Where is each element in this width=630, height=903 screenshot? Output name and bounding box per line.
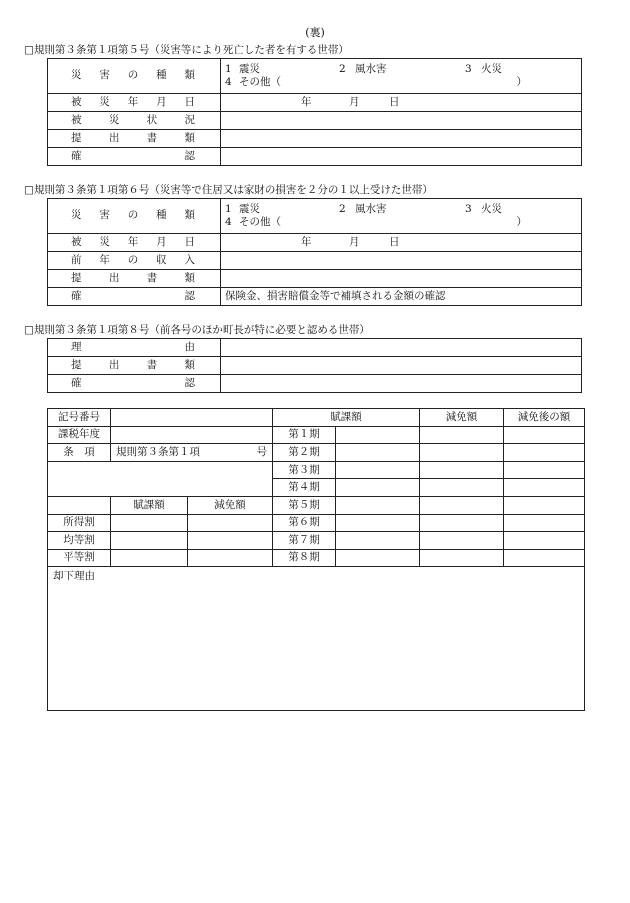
office-use-table [47, 408, 585, 711]
section-5-table [47, 58, 582, 166]
section-5-title: □規則第３条第１項第５号（災害等により死亡した者を有する世帯） [24, 44, 349, 56]
period-label: 第６期 [273, 514, 336, 532]
section-8-title: □規則第３条第１項第８号（前各号のほか町長が特に必要と認める世帯） [24, 324, 370, 336]
disaster-type-options[interactable]: 1 震災 2 風水害 3 火災 4 その他（ ） [221, 199, 582, 234]
share-label: 所得割 [48, 514, 111, 532]
disaster-type-label: 災害の種類 [48, 199, 221, 234]
reduction-header: 減免額 [420, 409, 504, 427]
period-label: 第７期 [273, 532, 336, 550]
rejection-reason-label: 却下理由 [53, 570, 95, 583]
disaster-type-label: 災害の種類 [48, 59, 221, 94]
article-label: 条 項 [48, 444, 111, 462]
date-field[interactable]: 年 月 日 [221, 234, 582, 252]
record-no-field[interactable] [111, 409, 273, 427]
section-6-title: □規則第３条第１項第６号（災害等で住居又は家財の損害を２分の１以上受けた世帯） [24, 184, 433, 196]
disaster-type-options[interactable]: 1 震災 2 風水害 3 火災 4 その他（ ） [221, 59, 582, 94]
section-8-table [47, 338, 582, 393]
status-field[interactable] [221, 112, 582, 130]
confirm-field[interactable]: 保険金、損害賠償金等で補填される金額の確認 [221, 288, 582, 306]
docs-field[interactable] [221, 130, 582, 148]
confirm-label: 確認 [48, 375, 221, 393]
tax-year-label: 課税年度 [48, 426, 111, 444]
page-title: (裏) [305, 26, 325, 39]
period-label: 第１期 [273, 426, 336, 444]
assessed-header: 賦課額 [273, 409, 420, 427]
date-field[interactable]: 年 月 日 [221, 94, 582, 112]
date-label: 被災年月日 [48, 234, 221, 252]
period-label: 第５期 [273, 496, 336, 514]
income-field[interactable] [221, 252, 582, 270]
article-field[interactable]: 規則第３条第１項 号 [111, 444, 273, 462]
share-label: 平等割 [48, 549, 111, 567]
income-label: 前年の収入 [48, 252, 221, 270]
status-label: 被災状況 [48, 112, 221, 130]
docs-label: 提出書類 [48, 357, 221, 375]
reason-label: 理由 [48, 339, 221, 357]
blank-cell [48, 461, 273, 496]
docs-field[interactable] [221, 270, 582, 288]
confirm-field[interactable] [221, 375, 582, 393]
reason-field[interactable] [221, 339, 582, 357]
docs-label: 提出書類 [48, 270, 221, 288]
tax-year-field[interactable] [111, 426, 273, 444]
after-reduction-header: 減免後の額 [504, 409, 585, 427]
share-reduction-header: 減免額 [188, 496, 273, 514]
rejection-reason-field[interactable] [48, 567, 585, 711]
docs-label: 提出書類 [48, 130, 221, 148]
period-label: 第４期 [273, 479, 336, 497]
confirm-field[interactable] [221, 148, 582, 166]
period-label: 第２期 [273, 444, 336, 462]
record-no-label: 記号番号 [48, 409, 111, 427]
period-label: 第８期 [273, 549, 336, 567]
share-assessed-header: 賦課額 [111, 496, 188, 514]
section-6-table [47, 198, 582, 306]
period-label: 第３期 [273, 461, 336, 479]
share-label: 均等割 [48, 532, 111, 550]
docs-field[interactable] [221, 357, 582, 375]
date-label: 被災年月日 [48, 94, 221, 112]
confirm-label: 確認 [48, 148, 221, 166]
confirm-label: 確認 [48, 288, 221, 306]
